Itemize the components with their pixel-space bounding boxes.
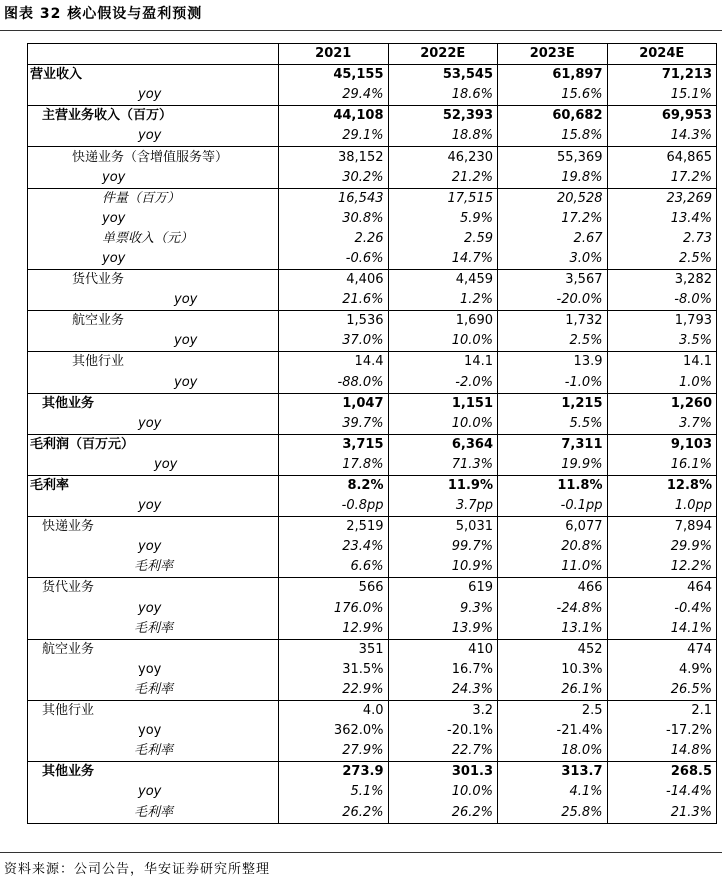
value-cell: 273.9 xyxy=(279,762,389,783)
value-cell: 16.7% xyxy=(388,660,498,680)
value-cell: 30.2% xyxy=(279,168,389,189)
table-row xyxy=(28,619,717,640)
value-cell: 15.6% xyxy=(498,85,608,106)
value-cell: -0.4% xyxy=(607,599,717,619)
value-cell: 10.0% xyxy=(388,331,498,352)
value-cell: 313.7 xyxy=(498,762,608,783)
value-cell: 20.8% xyxy=(498,537,608,557)
value-cell: 61,897 xyxy=(498,65,608,86)
value-cell: 30.8% xyxy=(279,209,389,229)
table-row xyxy=(28,721,717,741)
value-cell: 176.0% xyxy=(279,599,389,619)
value-cell: 10.0% xyxy=(388,782,498,802)
row-label: yoy xyxy=(28,496,279,517)
value-cell: 29.9% xyxy=(607,537,717,557)
value-cell: 29.1% xyxy=(279,126,389,147)
row-label: 其他业务 xyxy=(28,393,279,414)
value-cell: 2.59 xyxy=(388,229,498,249)
row-label: yoy xyxy=(28,126,279,147)
row-label: 快递业务（含增值服务等） xyxy=(28,147,279,168)
value-cell: 18.8% xyxy=(388,126,498,147)
value-cell: 18.0% xyxy=(498,741,608,762)
row-label: 其他业务 xyxy=(28,762,279,783)
value-cell: 21.2% xyxy=(388,168,498,189)
value-cell: -20.1% xyxy=(388,721,498,741)
table-row xyxy=(28,188,717,209)
value-cell: 1,793 xyxy=(607,311,717,332)
table-row xyxy=(28,168,717,189)
value-cell: 3.7% xyxy=(607,414,717,435)
table-row xyxy=(28,762,717,783)
value-cell: 268.5 xyxy=(607,762,717,783)
value-cell: 351 xyxy=(279,639,389,660)
value-cell: 2.1 xyxy=(607,701,717,722)
row-label: 毛利率 xyxy=(28,475,279,496)
value-cell: -0.6% xyxy=(279,249,389,270)
row-label: yoy xyxy=(28,85,279,106)
table-body xyxy=(28,65,717,823)
value-cell: 44,108 xyxy=(279,106,389,127)
header-cell: 2023E xyxy=(498,44,608,65)
table-row xyxy=(28,126,717,147)
value-cell: -88.0% xyxy=(279,373,389,394)
value-cell: 2.5% xyxy=(498,331,608,352)
row-label: yoy xyxy=(28,209,279,229)
value-cell: 27.9% xyxy=(279,741,389,762)
value-cell: 3.2 xyxy=(388,701,498,722)
row-label: 主营业务收入（百万） xyxy=(28,106,279,127)
value-cell: 466 xyxy=(498,578,608,599)
value-cell: 1,047 xyxy=(279,393,389,414)
value-cell: 16.1% xyxy=(607,455,717,476)
value-cell: 60,682 xyxy=(498,106,608,127)
table-row xyxy=(28,639,717,660)
table-row xyxy=(28,475,717,496)
value-cell: 71.3% xyxy=(388,455,498,476)
value-cell: 13.9 xyxy=(498,352,608,373)
value-cell: 1.2% xyxy=(388,290,498,311)
value-cell: 3.7pp xyxy=(388,496,498,517)
row-label: 毛利率 xyxy=(28,557,279,578)
value-cell: 1,690 xyxy=(388,311,498,332)
value-cell: 15.1% xyxy=(607,85,717,106)
row-label: yoy xyxy=(28,249,279,270)
header-cell: 2021 xyxy=(279,44,389,65)
table-header-row xyxy=(28,44,717,65)
row-label: 毛利率 xyxy=(28,741,279,762)
value-cell: 17.8% xyxy=(279,455,389,476)
row-label: yoy xyxy=(28,721,279,741)
value-cell: -20.0% xyxy=(498,290,608,311)
value-cell: 46,230 xyxy=(388,147,498,168)
value-cell: 99.7% xyxy=(388,537,498,557)
table-row xyxy=(28,229,717,249)
value-cell: 15.8% xyxy=(498,126,608,147)
value-cell: 23,269 xyxy=(607,188,717,209)
value-cell: -0.8pp xyxy=(279,496,389,517)
value-cell: 14.1% xyxy=(607,619,717,640)
table-row xyxy=(28,311,717,332)
value-cell: 20,528 xyxy=(498,188,608,209)
value-cell: 17,515 xyxy=(388,188,498,209)
value-cell: 9,103 xyxy=(607,434,717,455)
value-cell: 14.7% xyxy=(388,249,498,270)
value-cell: -1.0% xyxy=(498,373,608,394)
row-label: 毛利率 xyxy=(28,802,279,823)
table-row xyxy=(28,782,717,802)
table-row xyxy=(28,599,717,619)
row-label: yoy xyxy=(28,331,279,352)
table-row xyxy=(28,680,717,701)
row-label: yoy xyxy=(28,455,279,476)
value-cell: 52,393 xyxy=(388,106,498,127)
value-cell: 9.3% xyxy=(388,599,498,619)
value-cell: 1.0pp xyxy=(607,496,717,517)
row-label: 毛利率 xyxy=(28,680,279,701)
value-cell: 14.3% xyxy=(607,126,717,147)
table-row xyxy=(28,802,717,823)
value-cell: 14.1 xyxy=(388,352,498,373)
page-title: 图表 32 核心假设与盈利预测 xyxy=(4,6,203,22)
header-cell: 2022E xyxy=(388,44,498,65)
forecast-table xyxy=(27,43,717,824)
table-row xyxy=(28,537,717,557)
row-label: 货代业务 xyxy=(28,270,279,291)
value-cell: 21.3% xyxy=(607,802,717,823)
value-cell: -24.8% xyxy=(498,599,608,619)
value-cell: 8.2% xyxy=(279,475,389,496)
row-label: yoy xyxy=(28,537,279,557)
value-cell: 16,543 xyxy=(279,188,389,209)
row-label: yoy xyxy=(28,782,279,802)
value-cell: -0.1pp xyxy=(498,496,608,517)
value-cell: 2.5 xyxy=(498,701,608,722)
value-cell: 12.9% xyxy=(279,619,389,640)
row-label: 毛利率 xyxy=(28,619,279,640)
value-cell: 2.67 xyxy=(498,229,608,249)
table-row xyxy=(28,517,717,538)
table-row xyxy=(28,434,717,455)
value-cell: 5.1% xyxy=(279,782,389,802)
value-cell: 39.7% xyxy=(279,414,389,435)
value-cell: -21.4% xyxy=(498,721,608,741)
value-cell: 17.2% xyxy=(498,209,608,229)
value-cell: 3,282 xyxy=(607,270,717,291)
value-cell: 4,459 xyxy=(388,270,498,291)
value-cell: 7,894 xyxy=(607,517,717,538)
value-cell: 10.3% xyxy=(498,660,608,680)
value-cell: 23.4% xyxy=(279,537,389,557)
table-row xyxy=(28,741,717,762)
value-cell: 474 xyxy=(607,639,717,660)
value-cell: 26.1% xyxy=(498,680,608,701)
table-row xyxy=(28,455,717,476)
value-cell: 69,953 xyxy=(607,106,717,127)
value-cell: 1,151 xyxy=(388,393,498,414)
value-cell: 7,311 xyxy=(498,434,608,455)
value-cell: 1.0% xyxy=(607,373,717,394)
value-cell: 3,715 xyxy=(279,434,389,455)
value-cell: 4.9% xyxy=(607,660,717,680)
table-row xyxy=(28,414,717,435)
value-cell: 2.5% xyxy=(607,249,717,270)
value-cell: 464 xyxy=(607,578,717,599)
value-cell: 1,732 xyxy=(498,311,608,332)
value-cell: 3.5% xyxy=(607,331,717,352)
value-cell: 55,369 xyxy=(498,147,608,168)
table-row xyxy=(28,373,717,394)
row-label: yoy xyxy=(28,599,279,619)
value-cell: 410 xyxy=(388,639,498,660)
value-cell: 13.4% xyxy=(607,209,717,229)
value-cell: 6.6% xyxy=(279,557,389,578)
value-cell: 4.1% xyxy=(498,782,608,802)
value-cell: 18.6% xyxy=(388,85,498,106)
value-cell: -8.0% xyxy=(607,290,717,311)
row-label: yoy xyxy=(28,373,279,394)
value-cell: 5.9% xyxy=(388,209,498,229)
table-row xyxy=(28,209,717,229)
value-cell: 14.4 xyxy=(279,352,389,373)
row-label: 其他行业 xyxy=(28,701,279,722)
table-row xyxy=(28,352,717,373)
value-cell: 38,152 xyxy=(279,147,389,168)
row-label: 毛利润（百万元） xyxy=(28,434,279,455)
value-cell: 2,519 xyxy=(279,517,389,538)
value-cell: -17.2% xyxy=(607,721,717,741)
value-cell: 26.2% xyxy=(388,802,498,823)
title-divider xyxy=(0,30,722,31)
value-cell: 24.3% xyxy=(388,680,498,701)
table-row xyxy=(28,496,717,517)
value-cell: 13.1% xyxy=(498,619,608,640)
table-row xyxy=(28,331,717,352)
value-cell: 22.7% xyxy=(388,741,498,762)
value-cell: -14.4% xyxy=(607,782,717,802)
table-row xyxy=(28,578,717,599)
value-cell: 1,215 xyxy=(498,393,608,414)
row-label: yoy xyxy=(28,660,279,680)
value-cell: 362.0% xyxy=(279,721,389,741)
value-cell: 71,213 xyxy=(607,65,717,86)
row-label: yoy xyxy=(28,290,279,311)
header-cell: 2024E xyxy=(607,44,717,65)
value-cell: 4.0 xyxy=(279,701,389,722)
value-cell: 5.5% xyxy=(498,414,608,435)
row-label: yoy xyxy=(28,168,279,189)
value-cell: 452 xyxy=(498,639,608,660)
row-label: 航空业务 xyxy=(28,639,279,660)
table-row xyxy=(28,290,717,311)
header-cell xyxy=(28,44,279,65)
row-label: 其他行业 xyxy=(28,352,279,373)
row-label: 件量（百万） xyxy=(28,188,279,209)
table-row xyxy=(28,65,717,86)
value-cell: 6,364 xyxy=(388,434,498,455)
value-cell: 26.2% xyxy=(279,802,389,823)
value-cell: 19.9% xyxy=(498,455,608,476)
value-cell: 45,155 xyxy=(279,65,389,86)
value-cell: 3,567 xyxy=(498,270,608,291)
source-note: 资料来源：公司公告，华安证券研究所整理 xyxy=(4,862,271,877)
value-cell: 301.3 xyxy=(388,762,498,783)
value-cell: 22.9% xyxy=(279,680,389,701)
value-cell: 11.0% xyxy=(498,557,608,578)
value-cell: 53,545 xyxy=(388,65,498,86)
row-label: 营业收入 xyxy=(28,65,279,86)
value-cell: 4,406 xyxy=(279,270,389,291)
value-cell: 10.0% xyxy=(388,414,498,435)
value-cell: 31.5% xyxy=(279,660,389,680)
table-row xyxy=(28,701,717,722)
value-cell: -2.0% xyxy=(388,373,498,394)
table-row xyxy=(28,393,717,414)
row-label: 单票收入（元） xyxy=(28,229,279,249)
value-cell: 12.8% xyxy=(607,475,717,496)
value-cell: 13.9% xyxy=(388,619,498,640)
row-label: 快递业务 xyxy=(28,517,279,538)
row-label: 货代业务 xyxy=(28,578,279,599)
value-cell: 12.2% xyxy=(607,557,717,578)
value-cell: 566 xyxy=(279,578,389,599)
value-cell: 3.0% xyxy=(498,249,608,270)
value-cell: 21.6% xyxy=(279,290,389,311)
value-cell: 29.4% xyxy=(279,85,389,106)
table-row xyxy=(28,85,717,106)
value-cell: 26.5% xyxy=(607,680,717,701)
table-row xyxy=(28,106,717,127)
table-row xyxy=(28,147,717,168)
value-cell: 619 xyxy=(388,578,498,599)
value-cell: 14.1 xyxy=(607,352,717,373)
value-cell: 25.8% xyxy=(498,802,608,823)
row-label: 航空业务 xyxy=(28,311,279,332)
value-cell: 11.9% xyxy=(388,475,498,496)
table-row xyxy=(28,660,717,680)
value-cell: 14.8% xyxy=(607,741,717,762)
table-row xyxy=(28,249,717,270)
value-cell: 19.8% xyxy=(498,168,608,189)
value-cell: 64,865 xyxy=(607,147,717,168)
value-cell: 6,077 xyxy=(498,517,608,538)
value-cell: 11.8% xyxy=(498,475,608,496)
value-cell: 5,031 xyxy=(388,517,498,538)
table-row xyxy=(28,270,717,291)
value-cell: 2.26 xyxy=(279,229,389,249)
row-label: yoy xyxy=(28,414,279,435)
value-cell: 37.0% xyxy=(279,331,389,352)
value-cell: 1,260 xyxy=(607,393,717,414)
footer-divider xyxy=(0,852,722,853)
value-cell: 1,536 xyxy=(279,311,389,332)
value-cell: 2.73 xyxy=(607,229,717,249)
table-row xyxy=(28,557,717,578)
value-cell: 17.2% xyxy=(607,168,717,189)
value-cell: 10.9% xyxy=(388,557,498,578)
